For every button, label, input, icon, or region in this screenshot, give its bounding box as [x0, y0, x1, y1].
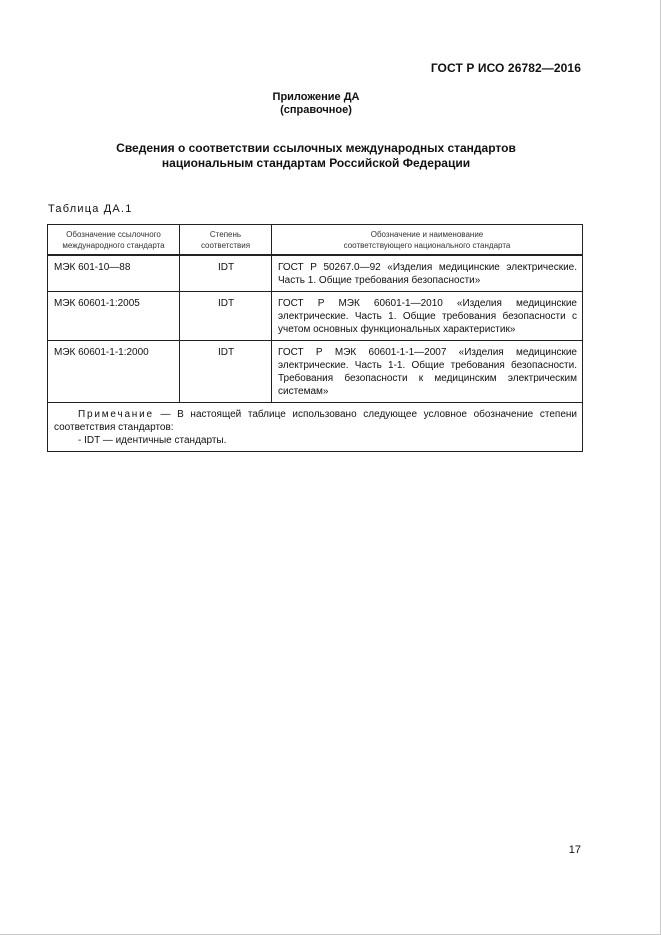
column-header-line: соответствующего национального стандарта: [343, 241, 511, 250]
page-number: 17: [568, 844, 581, 856]
cell-international-standard: МЭК 60601-1:2005: [48, 292, 180, 341]
table-note-row: [48, 403, 583, 452]
cell-degree: IDT: [180, 292, 272, 341]
column-header-line: Обозначение ссылочного: [66, 230, 161, 239]
note-text-block: [54, 408, 577, 434]
annex-subtitle: (справочное): [280, 104, 352, 116]
note-item: - IDT — идентичные стандарты.: [78, 435, 227, 446]
table-row: [48, 292, 583, 341]
annex-title: Приложение ДА: [272, 91, 360, 103]
section-heading: [0, 141, 632, 171]
cell-international-standard: МЭК 601-10—88: [48, 255, 180, 292]
table-row: [48, 255, 583, 292]
column-header-line: Степень: [209, 230, 242, 239]
cell-degree: IDT: [180, 341, 272, 403]
column-header-national: [272, 225, 583, 256]
note-label: Примечание: [78, 409, 154, 420]
section-heading-line-1: Сведения о соответствии ссылочных международных стандартов: [116, 141, 516, 155]
note-text: — В настоящей таблице использовано следующее условное обозначение степени соответствия стандартов:: [54, 409, 577, 433]
column-header-degree: [180, 225, 272, 256]
table-caption: Таблица ДА.1: [48, 203, 133, 215]
table-row: [48, 341, 583, 403]
cell-national-standard: ГОСТ Р 50267.0—92 «Изделия медицинские электрические. Часть 1. Общие требования безопасности»: [272, 255, 583, 292]
cell-international-standard: МЭК 60601-1-1:2000: [48, 341, 180, 403]
table-header-row: [48, 225, 583, 256]
column-header-international: [48, 225, 180, 256]
standards-table: [47, 224, 583, 452]
column-header-line: международного стандарта: [62, 241, 165, 250]
section-heading-line-2: национальным стандартам Российской Федерации: [161, 156, 471, 170]
column-header-line: Обозначение и наименование: [370, 230, 484, 239]
table-note: [48, 403, 583, 452]
column-header-line: соответствия: [200, 241, 251, 250]
cell-degree: IDT: [180, 255, 272, 292]
cell-national-standard: ГОСТ Р МЭК 60601-1—2010 «Изделия медицинские электрические. Часть 1. Общие требования безопасности с учетом основных функциональных характеристик»: [272, 292, 583, 341]
standard-code: ГОСТ Р ИСО 26782—2016: [430, 61, 581, 75]
annex-title-block: [0, 91, 632, 117]
cell-national-standard: ГОСТ Р МЭК 60601-1-1—2007 «Изделия медицинские электрические. Часть 1-1. Общие требования безопасности. Требования безопасности к медицинским электрическим системам»: [272, 341, 583, 403]
